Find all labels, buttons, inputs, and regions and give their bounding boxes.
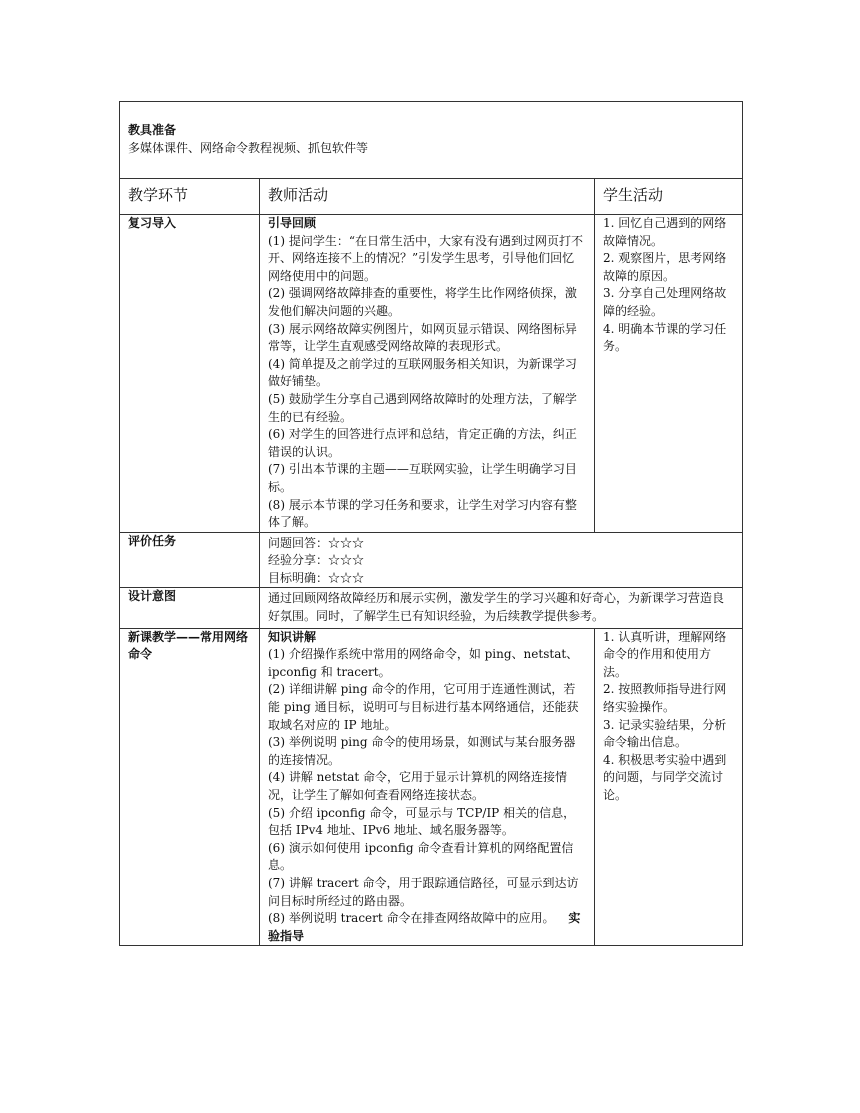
- newlesson-student-item: 4. 积极思考实验中遇到的问题，与同学交流讨论。: [603, 752, 727, 802]
- review-teacher-item: (8) 展示本节课的学习任务和要求，让学生对学习内容有整体了解。: [268, 497, 577, 530]
- newlesson-student-cell: [595, 628, 743, 946]
- review-teacher-cell: [260, 215, 595, 533]
- review-student-item: 3. 分享自己处理网络故障的经验。: [603, 286, 727, 318]
- review-teacher-title: 引导回顾: [268, 216, 317, 230]
- newlesson-teacher-item: (8) 举例说明 tracert 命令在排查网络故障中的应用。: [268, 911, 555, 926]
- evaluation-stage: 评价任务: [120, 532, 260, 588]
- review-student-item: 4. 明确本节课的学习任务。: [603, 321, 727, 354]
- evaluation-item: 目标明确：☆☆☆: [268, 570, 365, 585]
- newlesson-row: [120, 628, 743, 946]
- header-row: [120, 179, 743, 215]
- design-content: 通过回顾网络故障经历和展示实例，激发学生的学习兴趣和好奇心，为新课学习营造良好氛围。同时，了解学生已有知识经验，为后续教学提供参考。: [260, 588, 743, 628]
- review-student-item: 2. 观察图片，思考网络故障的原因。: [603, 251, 727, 283]
- prep-cell: [120, 102, 743, 179]
- review-teacher-item: (5) 鼓励学生分享自己遇到网络故障时的处理方法，了解学生的已有经验。: [268, 391, 577, 424]
- newlesson-student-item: 3. 记录实验结果，分析命令输出信息。: [603, 717, 727, 750]
- review-stage: 复习导入: [120, 215, 260, 533]
- newlesson-stage: 新课教学——常用网络命令: [120, 628, 260, 946]
- prep-row: [120, 102, 743, 179]
- newlesson-student-item: 2. 按照教师指导进行网络实验操作。: [603, 682, 727, 715]
- review-teacher-item: (1) 提问学生：“在日常生活中，大家有没有遇到过网页打不开、网络连接不上的情况？”引发学生思考，引导他们回忆网络使用中的问题。: [268, 233, 583, 283]
- newlesson-teacher-title: 知识讲解: [268, 629, 317, 644]
- design-stage: 设计意图: [120, 588, 260, 628]
- review-teacher-item: (3) 展示网络故障实例图片，如网页显示错误、网络图标异常等，让学生直观感受网络故障的表现形式。: [268, 321, 577, 354]
- review-student-cell: [595, 215, 743, 533]
- newlesson-teacher-item: (7) 讲解 tracert 命令，用于跟踪通信路径，可显示到达访问目标时所经过的路由器。: [268, 875, 579, 908]
- newlesson-teacher-tail: 实验指导: [268, 911, 581, 943]
- review-teacher-item: (2) 强调网络故障排查的重要性，将学生比作网络侦探，激发他们解决问题的兴趣。: [268, 286, 577, 318]
- review-teacher-item: (6) 对学生的回答进行点评和总结，肯定正确的方法，纠正错误的认识。: [268, 427, 577, 459]
- newlesson-teacher-item: (1) 介绍操作系统中常用的网络命令，如 ping、netstat、ipconfig 和 tracert。: [268, 647, 579, 679]
- review-teacher-item: (4) 简单提及之前学过的互联网服务相关知识，为新课学习做好铺垫。: [268, 356, 577, 389]
- review-student-item: 1. 回忆自己遇到的网络故障情况。: [603, 216, 727, 248]
- evaluation-item: 问题回答：☆☆☆: [268, 535, 365, 550]
- newlesson-teacher-item: (2) 详细讲解 ping 命令的作用，它可用于连通性测试，若能 ping 通目标，说明可与目标进行基本网络通信，还能获取域名对应的 IP 地址。: [268, 682, 579, 732]
- evaluation-cell: [260, 532, 743, 588]
- header-student: 学生活动: [595, 179, 743, 215]
- review-teacher-item: (7) 引出本节课的主题——互联网实验，让学生明确学习目标。: [268, 462, 577, 494]
- newlesson-teacher-item: (6) 演示如何使用 ipconfig 命令查看计算机的网络配置信息。: [268, 840, 574, 873]
- prep-content: 多媒体课件、网络命令教程视频、抓包软件等: [128, 140, 369, 155]
- review-row: [120, 215, 743, 533]
- newlesson-teacher-cell: [260, 628, 595, 946]
- header-stage: 教学环节: [120, 179, 260, 215]
- newlesson-student-item: 1. 认真听讲，理解网络命令的作用和使用方法。: [603, 629, 727, 679]
- prep-title: 教具准备: [128, 123, 177, 137]
- evaluation-row: [120, 532, 743, 588]
- newlesson-teacher-item: (4) 讲解 netstat 命令，它用于显示计算机的网络连接情况，让学生了解如何查看网络连接状态。: [268, 770, 568, 802]
- newlesson-teacher-item: (3) 举例说明 ping 命令的使用场景，如测试与某台服务器的连接情况。: [268, 735, 576, 767]
- evaluation-item: 经验分享：☆☆☆: [268, 553, 365, 568]
- design-row: [120, 588, 743, 628]
- newlesson-teacher-item: (5) 介绍 ipconfig 命令，可显示与 TCP/IP 相关的信息，包括 IPv4 地址、IPv6 地址、域名服务器等。: [268, 805, 576, 838]
- lesson-plan-table: [119, 101, 743, 946]
- header-teacher: 教师活动: [260, 179, 595, 215]
